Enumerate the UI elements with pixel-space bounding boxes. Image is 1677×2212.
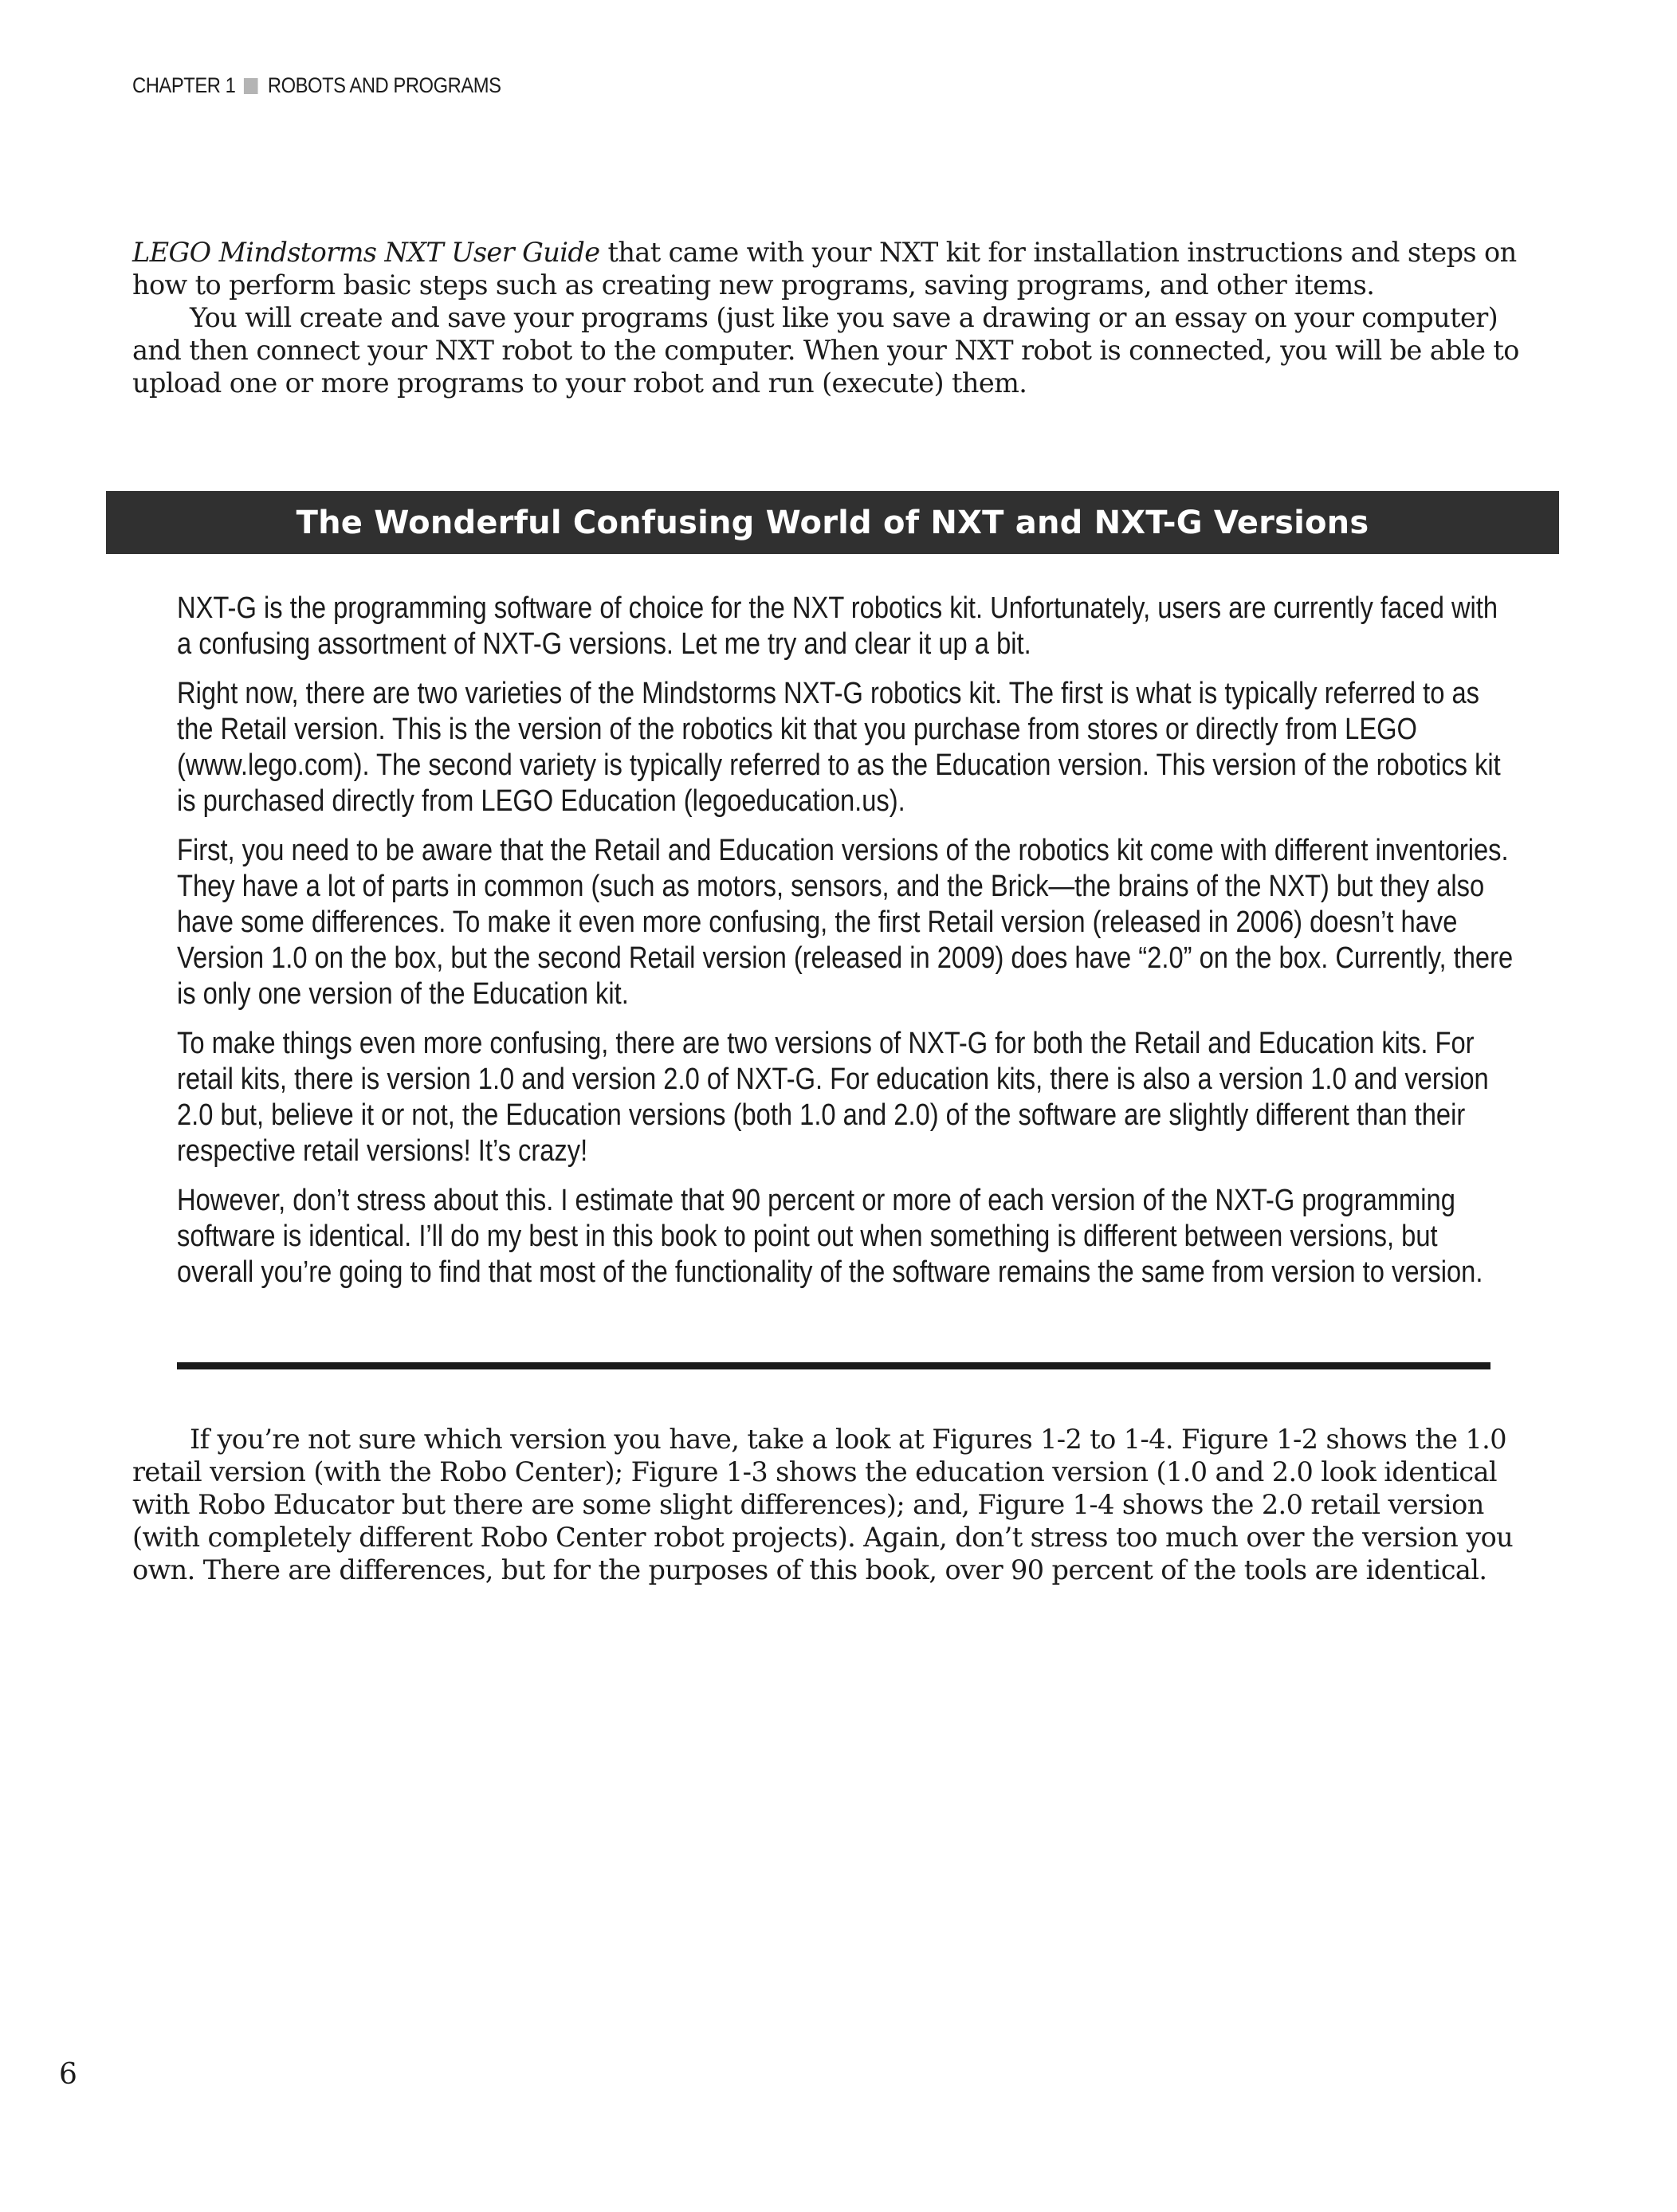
sidebar-paragraph: NXT-G is the programming software of choice for the NXT robotics kit. Unfortunately, users are currently faced with a confusing assortment of NXT-G versions. Let me try and clear it up a bit. xyxy=(177,591,1498,661)
intro-paragraph-2: You will create and save your programs (just like you save a drawing or an essay on your computer) and then connect your NXT robot to the computer. When your NXT robot is connected, you will be able to upload one or more programs to your robot and run (execute) them. xyxy=(132,302,1519,399)
body-paragraph: If you’re not sure which version you have, take a look at Figures 1-2 to 1-4. Figure 1-2 shows the 1.0 retail version (with the Robo Center); Figure 1-3 shows the education version (1.0 and 2.0 look identical with Robo Educator but there are some slight differences); and, Figure 1-4 shows the 2.0 retail version (with completely different Robo Center robot projects). Again, don’t stress too much over the version you own. There are differences, but for the purposes of this book, over 90 percent of the tools are identical. xyxy=(132,1424,1514,1585)
intro-text xyxy=(132,236,1549,399)
sidebar-bottom-rule xyxy=(177,1362,1490,1369)
running-head xyxy=(132,73,501,98)
intro-paragraph-1 xyxy=(132,236,1549,301)
body-text xyxy=(132,1423,1549,1586)
sidebar-paragraph: To make things even more confusing, there are two versions of NXT-G for both the Retail and Education kits. For retail kits, there is version 1.0 and version 2.0 of NXT-G. For education kits, there is also a version 1.0 and version 2.0 but, believe it or not, the Education versions (both 1.0 and 2.0) of the software are slightly different than their respective retail versions! It’s crazy! xyxy=(177,1027,1489,1168)
running-head-title: ROBOTS AND PROGRAMS xyxy=(267,73,501,97)
sidebar-body xyxy=(177,591,1516,1304)
sidebar-title-bar xyxy=(106,491,1559,554)
page-number: 6 xyxy=(59,2058,77,2091)
intro-paragraph-1-text: that came with your NXT kit for installation instructions and steps on how to perform basic steps such as creating new programs, saving programs, and other items. xyxy=(132,237,1517,301)
sidebar-paragraph: Right now, there are two varieties of the Mindstorms NXT-G robotics kit. The first is what is typically referred to as the Retail version. This is the version of the robotics kit that you purchase from stores or directly from LEGO (www.lego.com). The second variety is typically referred to as the Education version. This version of the robotics kit is purchased directly from LEGO Education (legoeducation.us). xyxy=(177,677,1501,818)
sidebar-title: The Wonderful Confusing World of NXT and NXT-G Versions xyxy=(296,504,1369,541)
sidebar-paragraph: However, don’t stress about this. I estimate that 90 percent or more of each version of the NXT-G programming software is identical. I’ll do my best in this book to point out when something is different between versions, but overall you’re going to find that most of the functionality of the software remains the same from version to version. xyxy=(177,1184,1483,1289)
running-head-chapter: CHAPTER 1 xyxy=(132,73,236,97)
guide-title: LEGO Mindstorms NXT User Guide xyxy=(132,237,600,268)
sidebar-paragraph: First, you need to be aware that the Retail and Education versions of the robotics kit come with different inventories. They have a lot of parts in common (such as motors, sensors, and the Brick—the brains of the NXT) but they also have some differences. To make it even more confusing, the first Retail version (released in 2006) doesn’t have Version 1.0 on the box, but the second Retail version (released in 2009) does have “2.0” on the box. Currently, there is only one version of the Education kit. xyxy=(177,834,1514,1011)
separator-square-icon xyxy=(244,78,258,94)
